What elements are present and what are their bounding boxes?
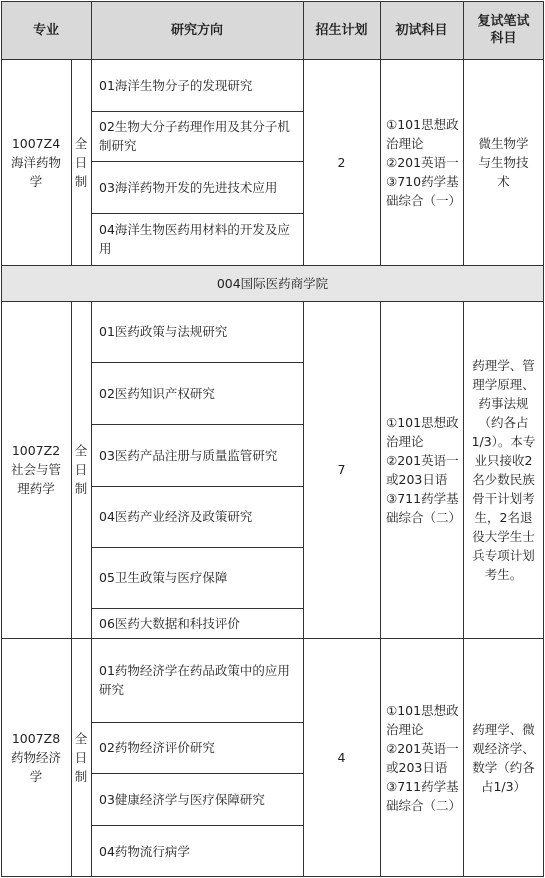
grid-line bbox=[91, 213, 303, 214]
retest-subjects-2: 药理学、管理学原理、药事法规（约各占1/3）。本专业只接收2名少数民族骨干计划考生，2名退役大学生士兵专项计划考生。 bbox=[471, 357, 536, 582]
grid-line bbox=[463, 301, 464, 877]
direction-2-5: 05卫生政策与医疗保障 bbox=[99, 570, 228, 585]
exam-subjects-2: ①101思想政治理论 ②201英语一或203日语 ③711药学基础综合（二） bbox=[386, 414, 462, 525]
direction-2-3: 03医药产品注册与质量监管研究 bbox=[99, 447, 278, 463]
study-mode-text-2: 全日制 bbox=[74, 443, 88, 496]
grid-line bbox=[303, 301, 304, 877]
retest-subjects-1: 微生物学与生物技术 bbox=[478, 135, 529, 189]
college-band: 004国际医药商学院 bbox=[1, 265, 544, 301]
exam-subjects-1: ①101思想政治理论 ②201英语一 ③710药学基础综合（一） bbox=[386, 116, 462, 208]
direction-1-4: 04海洋生物医药用材料的开发及应用 bbox=[99, 222, 290, 256]
exam-subjects-3: ①101思想政治理论 ②201英语一或203日语 ③711药学基础综合（二） bbox=[386, 702, 462, 813]
direction-2-2: 02医药知识产权研究 bbox=[99, 385, 215, 401]
major-text-1: 1007Z4 海洋药物学 bbox=[10, 135, 61, 189]
header-quota: 招生计划 bbox=[303, 1, 380, 59]
major-code-2 bbox=[1, 301, 71, 638]
grid-line bbox=[71, 59, 72, 265]
direction-1-1: 01海洋生物分子的发现研究 bbox=[99, 77, 253, 93]
header-major: 专业 bbox=[1, 1, 91, 59]
direction-3-3: 03健康经济学与医疗保障研究 bbox=[99, 791, 265, 807]
grid-line bbox=[1, 876, 544, 877]
study-mode-3 bbox=[71, 638, 91, 877]
grid-line bbox=[380, 301, 381, 877]
quota-3: 4 bbox=[337, 750, 346, 765]
grid-line bbox=[1, 59, 544, 60]
grid-line bbox=[91, 547, 303, 548]
quota-1: 2 bbox=[337, 154, 346, 170]
grid-line bbox=[303, 1, 304, 265]
grid-line bbox=[91, 773, 303, 774]
header-direction: 研究方向 bbox=[91, 1, 303, 59]
direction-3-2: 02药物经济评价研究 bbox=[99, 740, 215, 755]
major-text-3: 1007Z8 药物经济学 bbox=[10, 731, 61, 784]
grid-line bbox=[1, 638, 544, 639]
grid-line bbox=[71, 301, 72, 877]
major-code-1 bbox=[1, 59, 71, 265]
grid-line bbox=[1, 301, 544, 302]
grid-line bbox=[91, 722, 303, 723]
study-mode-text-3: 全日制 bbox=[74, 731, 88, 784]
grid-line bbox=[91, 825, 303, 826]
direction-2-4: 04医药产业经济及政策研究 bbox=[99, 509, 253, 524]
direction-2-6: 06医药大数据和科技评价 bbox=[99, 615, 240, 631]
grid-line bbox=[91, 161, 303, 162]
grid-line bbox=[463, 1, 464, 265]
grid-line bbox=[1, 1, 544, 2]
direction-1-2: 02生物大分子药理作用及其分子机制研究 bbox=[99, 119, 290, 153]
grid-line bbox=[91, 1, 92, 265]
grid-line bbox=[91, 111, 303, 112]
direction-3-4: 04药物流行病学 bbox=[99, 843, 190, 859]
header-retest-text: 复试笔试科目 bbox=[477, 14, 530, 46]
direction-3-1: 01药物经济学在药品政策中的应用研究 bbox=[99, 663, 290, 697]
major-code-3 bbox=[1, 638, 71, 877]
study-mode-2 bbox=[71, 301, 91, 638]
header-exam: 初试科目 bbox=[380, 1, 463, 59]
header-retest bbox=[463, 1, 544, 59]
admissions-table bbox=[1, 1, 544, 877]
quota-2: 7 bbox=[337, 462, 346, 477]
major-text-2: 1007Z2 社会与管理药学 bbox=[10, 443, 61, 496]
direction-2-1: 01医药政策与法规研究 bbox=[99, 324, 228, 339]
direction-1-3: 03海洋药物开发的先进技术应用 bbox=[99, 179, 278, 195]
grid-line bbox=[91, 608, 303, 609]
grid-line bbox=[91, 424, 303, 425]
grid-line bbox=[91, 301, 92, 877]
grid-line bbox=[380, 1, 381, 265]
retest-subjects-3: 药理学、微观经济学、数学（约各占1/3） bbox=[472, 721, 535, 794]
grid-line bbox=[543, 1, 544, 877]
grid-line bbox=[91, 362, 303, 363]
grid-line bbox=[1, 265, 544, 266]
study-mode-1 bbox=[71, 59, 91, 265]
grid-line bbox=[91, 486, 303, 487]
study-mode-text-1: 全日制 bbox=[74, 135, 88, 189]
grid-line bbox=[1, 1, 2, 877]
